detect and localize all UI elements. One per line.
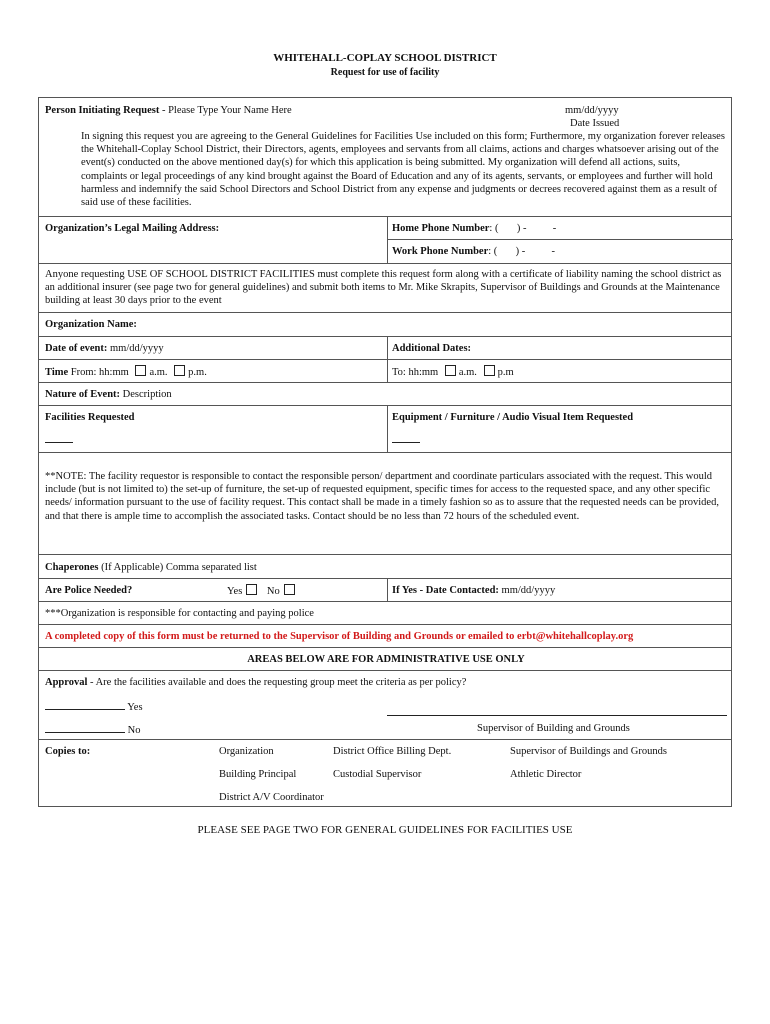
chaperones-field[interactable]: Chaperones (If Applicable) Comma separated list <box>45 562 257 573</box>
police-options: Yes No <box>227 584 298 598</box>
agreement-text: In signing this request you are agreeing to the General Guidelines for Facilities Use included on this form; Furthermore, my organization forever releases the Whitehall-Coplay School District, their Directors, agents, employees and servants from all claims, actions and charges whatsoever arising out of the event(s) conducted on the above mentioned day(s) for which this application is being submitted. My organization will defend all actions, suits, complaints or legal proceedings of any kind brought against the Board of Education and any of its agents, servants, or employees and further will hold harmless and indemnify the said School Directors and School District from any expense and judgments or decrees recovered against them as a result of said use of these facilities. <box>81 131 725 209</box>
police-needed-label: Are Police Needed? <box>45 585 133 596</box>
coordination-note: **NOTE: The facility requestor is responsible to contact the responsible person/ department and coordinate particulars associated with the request. This would include (but is not limited to) the set-up of furniture, the set-up of requested equipment, specific times for access to the requested space, and any other specific needs/ information pursuant to the use of facility request. This contact shall be made in a timely fashion so as to assure that the requested needs can be provided, and that there is ample time to accomplish the associated tasks. Contact should be no less than 72 hours of the scheduled event. <box>45 471 719 522</box>
supervisor-signature-label: Supervisor of Building and Grounds <box>477 723 630 734</box>
person-field[interactable] <box>45 104 292 117</box>
page-two-notice: PLEASE SEE PAGE TWO FOR GENERAL GUIDELINES FOR FACILITIES USE <box>197 824 573 836</box>
supervisor-signature-line[interactable] <box>387 715 727 716</box>
approval-no[interactable]: No <box>45 722 140 737</box>
equipment-requested-label: Equipment / Furniture / Audio Visual Item Requested <box>392 412 634 423</box>
person-name-input[interactable]: - Please Type Your Name Here <box>159 105 292 116</box>
facility-request-form <box>38 97 732 807</box>
work-phone-field[interactable]: Work Phone Number: ( ) - - <box>392 246 556 257</box>
form-subtitle: Request for use of facility <box>330 67 440 78</box>
additional-dates-field[interactable]: Additional Dates: <box>392 343 472 354</box>
copies-label: Copies to: <box>45 746 91 757</box>
mailing-address-label[interactable]: Organization’s Legal Mailing Address: <box>45 223 220 234</box>
person-label: Person Initiating Request <box>45 105 160 116</box>
from-am-checkbox[interactable] <box>135 365 146 376</box>
facilities-input[interactable] <box>45 432 73 443</box>
copy-custodial: Custodial Supervisor <box>333 769 422 780</box>
form-title: WHITEHALL-COPLAY SCHOOL DISTRICT <box>273 52 497 64</box>
to-pm-checkbox[interactable] <box>484 365 495 376</box>
copy-organization: Organization <box>219 746 274 757</box>
home-phone-field[interactable]: Home Phone Number: ( ) - - <box>392 223 557 234</box>
event-date-field[interactable]: Date of event: mm/dd/yyyy <box>45 343 164 354</box>
copy-supervisor: Supervisor of Buildings and Grounds <box>510 746 667 757</box>
time-to-field[interactable]: To: hh:mm a.m. p.m <box>392 367 514 378</box>
date-issued-label: Date Issued <box>570 118 620 129</box>
approval-yes[interactable]: Yes <box>45 699 143 714</box>
equipment-input[interactable] <box>392 432 420 443</box>
copy-principal: Building Principal <box>219 769 297 780</box>
approval-question: Approval - Are the facilities available and does the requesting group meet the criteria as per policy? <box>45 677 467 688</box>
organization-name-field[interactable]: Organization Name: <box>45 319 137 330</box>
date-issued-input[interactable]: mm/dd/yyyy <box>565 105 619 116</box>
police-date-field[interactable]: If Yes - Date Contacted: mm/dd/yyyy <box>392 585 556 596</box>
return-notice: A completed copy of this form must be returned to the Supervisor of Building and Grounds or emailed to erbt@whitehallcoplay.org <box>45 631 634 642</box>
police-no-checkbox[interactable] <box>284 584 295 595</box>
nature-of-event-field[interactable]: Nature of Event: Description <box>45 389 172 400</box>
police-note: ***Organization is responsible for contacting and paying police <box>45 608 314 619</box>
to-am-checkbox[interactable] <box>445 365 456 376</box>
from-pm-checkbox[interactable] <box>174 365 185 376</box>
liability-notice: Anyone requesting USE OF SCHOOL DISTRICT FACILITIES must complete this request form along with a certificate of liability naming the school district as an additional insurer (see page two for general guidelines) and submit both items to Mr. Mike Skrapits, Supervisor of Buildings and Grounds at the Maintenance building at least 30 days prior to the event <box>45 269 722 307</box>
police-yes-checkbox[interactable] <box>246 584 257 595</box>
time-from-field[interactable]: Time From: hh:mm a.m. p.m. <box>45 367 207 378</box>
admin-heading: AREAS BELOW ARE FOR ADMINISTRATIVE USE ONLY <box>247 654 525 665</box>
copy-billing: District Office Billing Dept. <box>333 746 452 757</box>
copy-av-coordinator: District A/V Coordinator <box>219 792 324 803</box>
copy-athletic: Athletic Director <box>510 769 582 780</box>
facilities-requested-label: Facilities Requested <box>45 412 135 423</box>
